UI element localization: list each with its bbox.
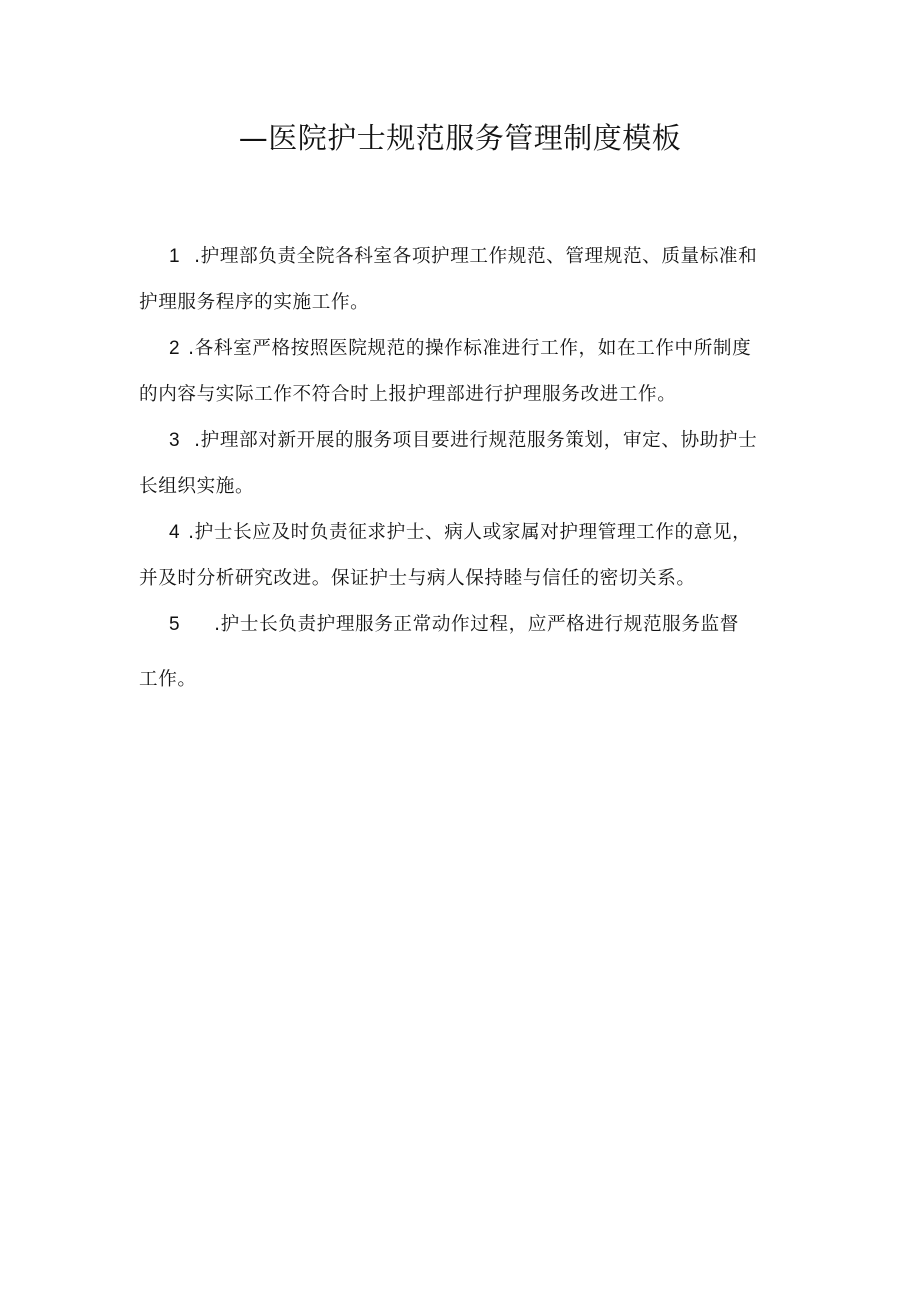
paragraph-5-line-2: 工作。 [139,669,197,690]
paragraph-1-line-1 [139,240,799,286]
paragraph-2 [139,332,799,424]
paragraph-2-text-start: .各科室严格按照医院规范的操作标准进行工作，如在工作中所制度 [188,338,752,359]
paragraph-3-line-1 [139,424,799,470]
paragraph-3 [139,424,799,516]
paragraph-1-line-2: 护理服务程序的实施工作。 [139,292,370,313]
paragraph-2-line-2: 的内容与实际工作不符合时上报护理部进行护理服务改进工作。 [139,384,677,405]
paragraph-4-text-start: .护士长应及时负责征求护士、病人或家属对护理管理工作的意见， [188,522,752,543]
paragraph-4-line-1 [139,516,799,562]
paragraph-4 [139,516,799,608]
paragraph-4-line-2: 并及时分析研究改进。保证护士与病人保持睦与信任的密切关系。 [139,568,696,589]
paragraph-1-text-start: .护理部负责全院各科室各项护理工作规范、管理规范、质量标准和 [194,246,758,267]
paragraph-5 [139,608,799,700]
paragraph-3-line-2: 长组织实施。 [139,476,255,497]
paragraph-5-text-start: .护士长负责护理服务正常动作过程，应严格进行规范服务监督 [214,614,739,635]
paragraph-3-number: 3 [169,430,181,451]
paragraph-3-text-start: .护理部对新开展的服务项目要进行规范服务策划，审定、协助护士 [194,430,758,451]
paragraph-2-line-1 [139,332,799,378]
paragraph-1-number: 1 [169,246,181,267]
paragraph-4-number: 4 [169,522,181,543]
paragraph-5-line-1 [139,608,799,654]
paragraph-2-number: 2 [169,338,181,359]
document-body [139,240,799,700]
document-title: —医院护士规范服务管理制度模板 [238,121,682,155]
paragraph-1 [139,240,799,332]
paragraph-5-number: 5 [169,614,181,635]
